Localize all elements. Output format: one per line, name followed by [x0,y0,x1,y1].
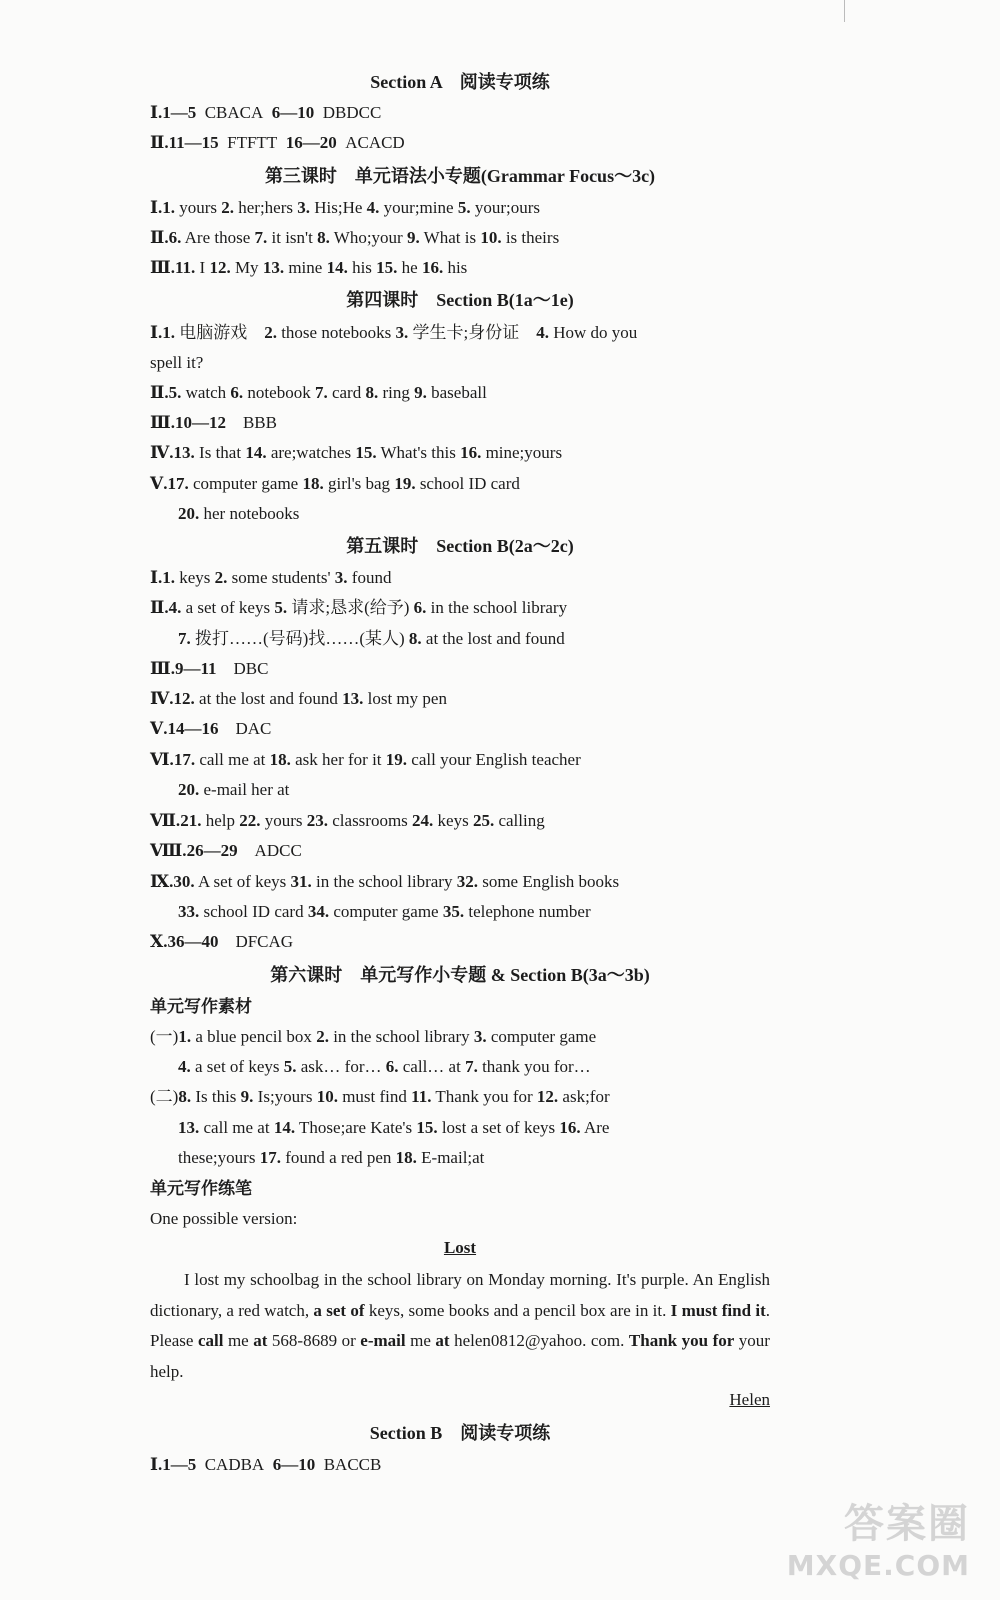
answer-line: 4. a set of keys 5. ask… for… 6. call… at 7. thank you for… [178,1057,591,1076]
answer-line: Ⅲ.10—12 BBB [150,413,277,432]
lesson-5-title: 第五课时 Section B(2a～2c) [346,536,574,556]
answer-line: these;yours 17. found a red pen 18. E-mail;at [178,1148,485,1167]
lesson-3-title: 第三课时 单元语法小专题(Grammar Focus～3c) [264,166,656,186]
answer-line: Ⅱ.6. Are those 7. it isn't 8. Who;your 9. What is 10. is theirs [150,228,560,247]
answer-line: Ⅲ.11. I 12. My 13. mine 14. his 15. he 16. his [150,258,468,277]
section-a-title: Section A 阅读专项练 [370,72,550,92]
answer-line: Ⅶ.21. help 22. yours 23. classrooms 24. keys 25. calling [150,811,545,830]
lesson-4-title: 第四课时 Section B(1a～1e) [346,290,574,310]
subheading-materials: 单元写作素材 [150,997,252,1016]
watermark-logo: 答案圈 MXQE.COM [786,1501,970,1582]
intro-text: One possible version: [150,1209,298,1228]
answer-line: 20. her notebooks [178,504,300,523]
answer-line: Ⅱ.5. watch 6. notebook 7. card 8. ring 9. baseball [150,383,487,402]
answer-line: (一)1. a blue pencil box 2. in the school library 3. computer game [150,1027,597,1046]
essay-paragraph: I lost my schoolbag in the school library on Monday morning. It's purple. An English dictionary, a red watch, a set of keys, some books and a pencil box are in it. I must find it. Please call me at 568-8689 or e-mail me at helen0812@yahoo. com. Thank you for your help. [150,1270,771,1381]
answer-line: Ⅲ.9—11 DBC [150,659,269,678]
answer-line: Ⅰ.1. yours 2. her;hers 3. His;He 4. your;mine 5. your;ours [150,198,540,217]
lesson-6-title: 第六课时 单元写作小专题 & Section B(3a～3b) [270,965,650,985]
answer-line: Ⅳ.12. at the lost and found 13. lost my pen [150,689,447,708]
answer-line: spell it? [150,353,204,372]
answer-line: 33. school ID card 34. computer game 35. telephone number [178,902,591,921]
signature: Helen [729,1390,770,1409]
answer-line: Ⅵ.17. call me at 18. ask her for it 19. call your English teacher [150,750,581,769]
answer-line: Ⅰ.1—5 CADBA 6—10 BACCB [150,1455,382,1474]
essay-title: Lost [443,1238,477,1257]
subheading-writing: 单元写作练笔 [150,1179,252,1198]
answer-line: 7. 拨打……(号码)找……(某人) 8. at the lost and found [178,629,565,648]
section-b-title: Section B 阅读专项练 [369,1423,551,1443]
answer-line: (二)8. Is this 9. Is;yours 10. must find 11. Thank you for 12. ask;for [150,1087,610,1106]
answer-line: Ⅱ.4. a set of keys 5. 请求;恳求(给予) 6. in the school library [150,598,568,617]
answer-line: Ⅸ.30. A set of keys 31. in the school library 32. some English books [150,872,620,891]
answer-line: Ⅴ.14—16 DAC [150,719,272,738]
answer-line: Ⅷ.26—29 ADCC [150,841,302,860]
answer-line: Ⅰ.1—5 CBACA 6—10 DBDCC [150,103,382,122]
answer-line: Ⅳ.13. Is that 14. are;watches 15. What's this 16. mine;yours [150,443,563,462]
answer-line: 20. e-mail her at [178,780,290,799]
answer-line: Ⅴ.17. computer game 18. girl's bag 19. school ID card [150,474,520,493]
page-edge-mark [844,0,845,22]
answer-line: Ⅰ.1. 电脑游戏 2. those notebooks 3. 学生卡;身份证 4. How do you [150,323,638,342]
answer-line: 13. call me at 14. Those;are Kate's 15. lost a set of keys 16. Are [178,1118,610,1137]
answer-line: Ⅱ.11—15 FTFTT 16—20 ACACD [150,133,405,152]
answer-line: Ⅰ.1. keys 2. some students' 3. found [150,568,392,587]
answer-line: Ⅹ.36—40 DFCAG [150,932,294,951]
